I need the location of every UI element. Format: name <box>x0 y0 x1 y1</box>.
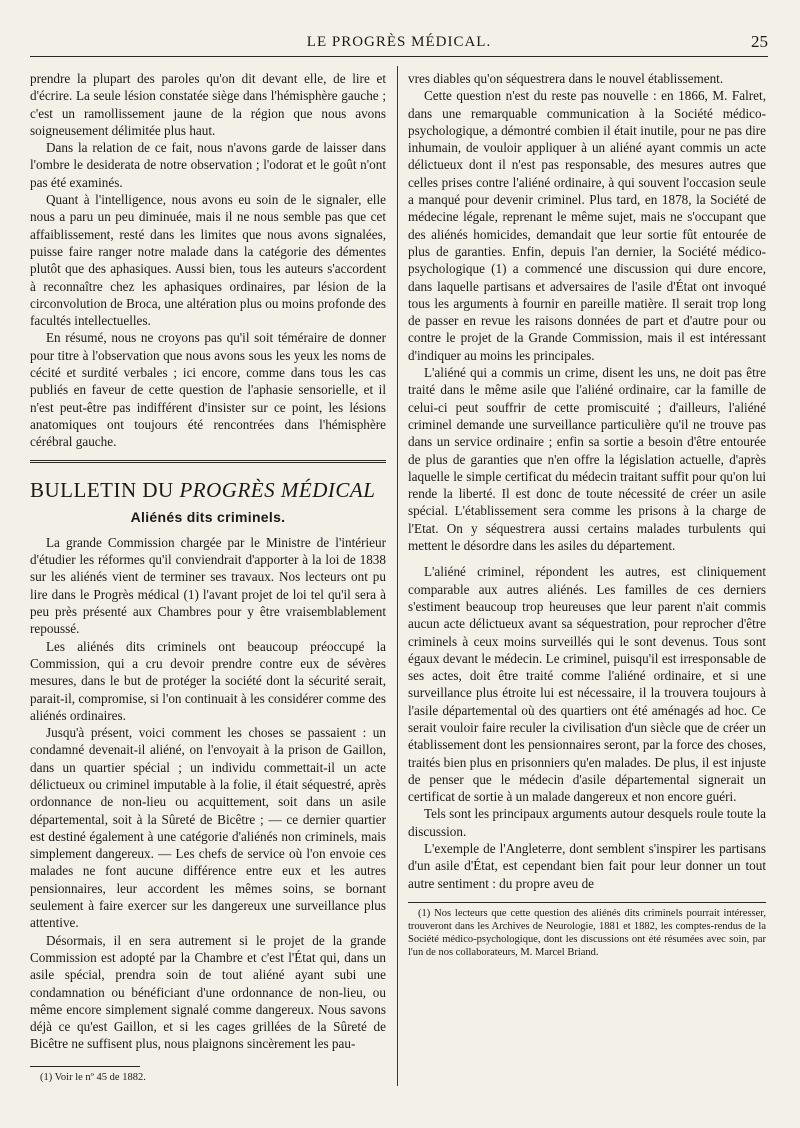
section-title: Aliénés dits criminels. <box>130 508 286 525</box>
paragraph: Désormais, il en sera autrement si le projet de la grande Commission est adopté par la Chambre et c'est l'État qui, dans un asile spécial, prendra soin de tout aliéné ayant subi une condamnation ou bénéficiant d'une ordonnance de non-lieu, ou même encore simplement signalé comme dangereux. Nous savons déjà ce qu'est Gaillon, et si les cages grillées de la Sûreté de Bicêtre ne suffisent plus, nous plaignons sincèrement les pau- <box>30 932 386 1052</box>
journal-title: LE PROGRÈS MÉDICAL. <box>306 34 492 50</box>
paragraph: prendre la plupart des paroles qu'on dit devant elle, de lire et d'écrire. La seule lésion constatée siège dans l'hémisphère gauche ; c'est un ramollissement jaune de la région que nous avons soigneusement délimitée plus haut. <box>30 71 386 138</box>
paragraph: Quant à l'intelligence, nous avons eu soin de le signaler, elle nous a paru un peu diminuée, mais il ne nous semble pas que cet affaiblissement, resté dans les limites que nous avons signalées, puisse faire ranger notre malade dans la catégorie des démentes plutôt que des aphasiques. Aussi bien, tous les auteurs s'accordent à reconnaître chez les aphasiques ordinaires, par lésion de la circonvolution de Broca, une altération plus ou moins profonde des facultés intellectuelles. <box>30 192 386 329</box>
footnote-rule <box>408 902 766 903</box>
paragraph: La grande Commission chargée par le Ministre de l'intérieur d'étudier les réformes qu'il conviendrait d'apporter à la loi de 1838 sur les aliénés vient de terminer ses travaux. Nos lecteurs ont pu lire dans le Progrès médical (1) l'avant projet de loi tel qu'il sera à peu près présenté aux Chambres pour y être vraisemblablement repoussé. <box>30 534 386 637</box>
paragraph: Jusqu'à présent, voici comment les choses se passaient : un condamné devenait-il aliéné, on l'envoyait à la prison de Gaillon, dans un quartier spécial ; un individu commettait-il un acte délictueux ou criminel imputable à la folie, il était séquestré, après ordonnance de non-lieu ou acquittement, soit dans un asile départemental, soit à la Sûreté de Bicêtre ; — ce dernier quartier est destiné également à une catégorie d'aliénés non criminels, mais simplement dangereux. — Les chefs de service où l'on envoie ces malades ne font aucune différence entre eux et les autres pensionnaires, leur accordent les mêmes soins, se bornant seulement à faire exercer sur les dangereux une surveillance plus attentive. <box>30 725 386 931</box>
paragraph-gap <box>408 554 766 563</box>
paragraph: Les aliénés dits criminels ont beaucoup préoccupé la Commission, qui a cru devoir prendre contre eux de sévères mesures, dans le but de protéger la société dont la sécurité serait, parait-il, compromise, si l'on continuait à les considérer comme des aliénés ordinaires. <box>30 638 386 723</box>
column-divider <box>397 66 398 1086</box>
paragraph: vres diables qu'on séquestrera dans le nouvel établissement. <box>408 71 724 86</box>
paragraph: L'aliéné criminel, répondent les autres, est cliniquement comparable aux autres aliénés. Les familles de ces derniers s'estiment beaucoup trop heureuses que leur parent n'ait commis aucun acte délictueux avant sa séquestration, pour reprocher d'être criminels à ceux moins surveillés qui le sont devenus. Tous sont égaux devant le médecin. Le criminel, puisqu'il est irresponsable de ses actes, doit être traité comme l'aliéné ordinaire, et si une surveillance plus étroite lui est nécessaire, il la trouvera toujours à l'asile départemental où des quartiers ont été aménagés ad hoc. Ce serait vouloir faire reculer la civilisation d'un siècle que de créer un établissement dont les pensionnaires seront, par la force des choses, traités bien plus en prisonniers qu'en malades. De plus, il est injuste de penser que le médecin d'asile départemental signerait un certificat de sortie à un malade dangereux et non encore guéri. <box>408 564 766 805</box>
paragraph: En résumé, nous ne croyons pas qu'il soit téméraire de donner pour titre à l'observation que nous avons sous les yeux les noms de cécité et surdité verbales ; ici encore, comme dans tous les cas publiés en faveur de cette question de l'aphasie sensorielle, et il n'est peut-être pas indifférent d'insister sur ce point, les lésions anatomiques ont toujours été rencontrées dans l'hémisphère cérébral gauche. <box>30 330 386 450</box>
paragraph: L'aliéné qui a commis un crime, disent les uns, ne doit pas être traité dans le même asile que l'aliéné ordinaire, car la famille de celui-ci peut souffrir de cette promiscuité ; d'ailleurs, l'aliéné criminel demande une surveillance particulière qu'il ne trouve pas dans un service ordinaire ; enfin sa sortie a besoin d'être entourée de plus de garanties que n'en offre la législation actuelle, d'après laquelle le simple certificat du médecin traitant suffit pour qu'on lui rende la liberté. Il est donc de toute nécessité de créer un asile spécial. L'établissement sera comme les prisons à la charge de l'Etat. On y séquestrera aussi certains malades turbulents qui mettent le désordre dans les asiles du département. <box>408 365 766 554</box>
footnote-rule <box>30 1066 140 1067</box>
paragraph: Tels sont les principaux arguments autour desquels roule toute la discussion. <box>408 806 766 839</box>
bulletin-heading <box>30 477 386 503</box>
paragraph: Cette question n'est du reste pas nouvelle : en 1866, M. Falret, dans une remarquable communication à la Société médico-psychologique, a démontré combien il était inutile, pour ne pas dire inhumain, de vouloir appliquer à un aliéné ayant commis un acte délictueux dont il n'est pas responsable, des mesures autres que celles prises contre l'aliéné ordinaire, à qui souvent l'occasion seule a manqué pour devenir criminel. Plus tard, en 1878, la Société de médecine légale, reprenant le même sujet, mais ne s'occupant que des aliénés homicides, demandait que leur sortie fût entourée de plus de garanties. Enfin, depuis l'an dernier, la Société médico-psychologique (1) a commencé une discussion qui dure encore, dans laquelle partisans et adversaires de l'asile d'État ont invoqué tous les arguments à fournir en pareille matière. Il serait trop long de passer en revue les raisons données de part et d'autre pour ou contre le projet de la Grande Commission, mais il est intéressant d'indiquer au moins les principales. <box>408 88 766 363</box>
page-number: 25 <box>751 32 768 51</box>
bulletin-heading-plain: BULLETIN DU <box>30 477 180 502</box>
footnote: (1) Voir le nº 45 de 1882. <box>40 1072 146 1083</box>
bulletin-heading-italic: PROGRÈS MÉDICAL <box>179 477 376 502</box>
footnote: (1) Nos lecteurs que cette question des aliénés dits criminels pourrait intéresser, trouveront dans les Archives de Neurologie, 1881 et 1882, les comptes-rendus de la Société médico-psychologique, dont les discussions ont été résumées avec soin, par l'un de nos collaborateurs, M. Marcel Briand. <box>408 907 766 958</box>
section-separator <box>30 460 386 463</box>
left-column <box>30 70 386 1053</box>
page-header <box>30 32 768 57</box>
paragraph: L'exemple de l'Angleterre, dont semblent s'inspirer les partisans d'un asile d'État, est cependant bien fait pour leur donner un tout autre sentiment : du propre aveu de <box>408 841 766 891</box>
left-footnote-block <box>30 1066 386 1084</box>
right-column <box>408 70 766 959</box>
paragraph: Dans la relation de ce fait, nous n'avons garde de laisser dans l'ombre le desiderata de notre observation ; l'odorat et le goût n'ont pas été examinés. <box>30 140 386 190</box>
